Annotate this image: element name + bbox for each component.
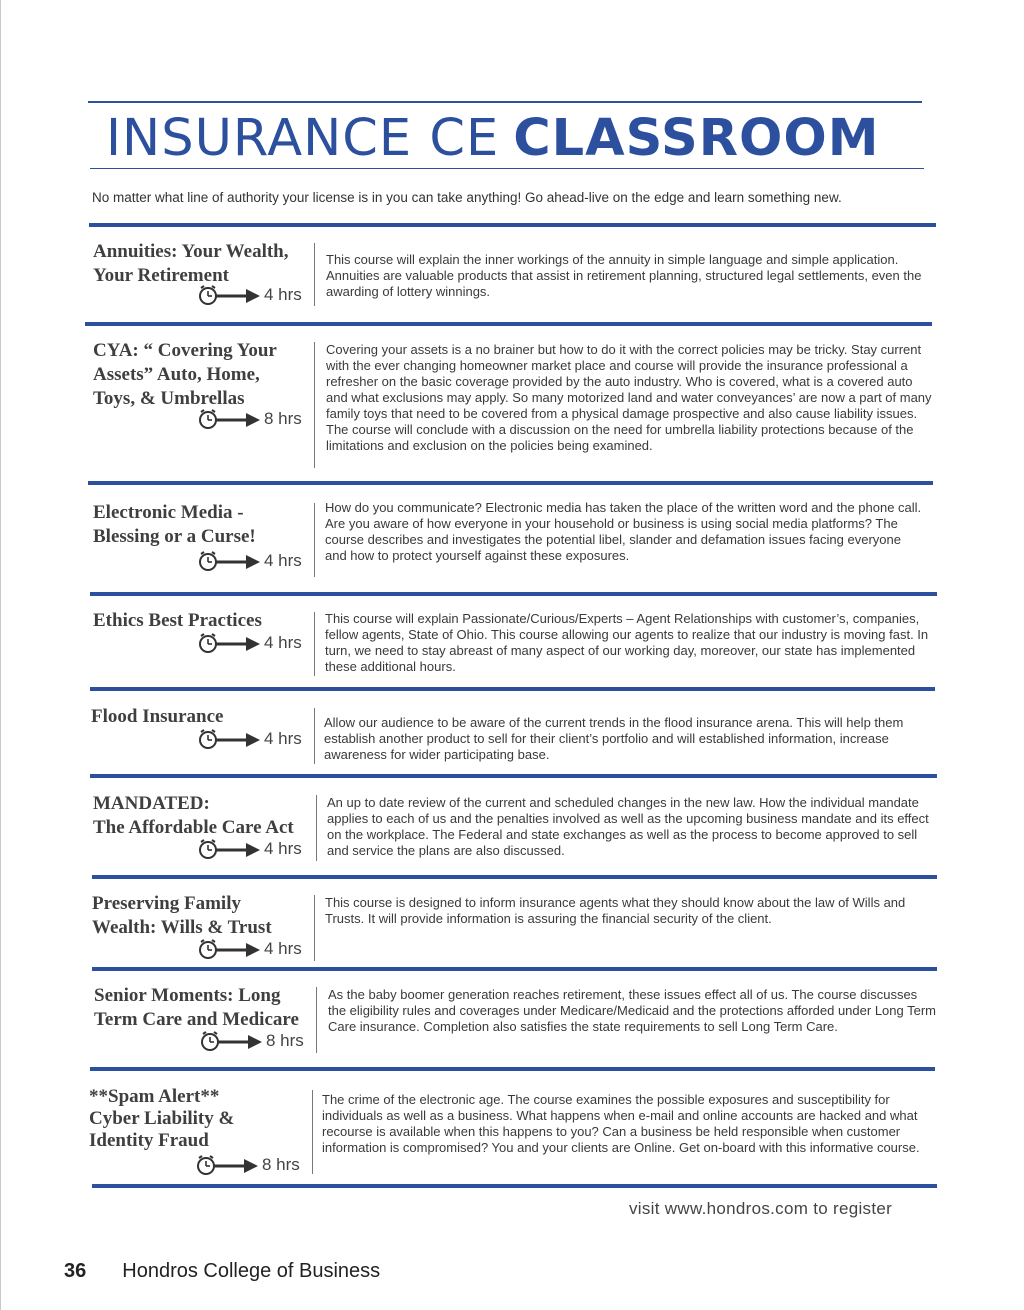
section-separator	[90, 592, 937, 596]
title-rule-bottom	[90, 168, 924, 169]
section-separator	[88, 481, 933, 485]
section-separator	[90, 1067, 935, 1071]
hours-label: 8 hrs	[262, 1155, 300, 1174]
alarm-clock-arrow-icon	[198, 632, 262, 654]
course-title: Annuities: Your Wealth, Your Retirement	[93, 241, 289, 286]
section-separator	[89, 223, 936, 227]
section-separator	[92, 1184, 937, 1188]
alarm-clock-arrow-icon	[198, 838, 262, 860]
course-title: Ethics Best Practices	[93, 610, 262, 631]
alarm-clock-arrow-icon	[198, 284, 262, 306]
course-title: CYA: “ Covering Your Assets” Auto, Home, Toys, & Umbrellas	[93, 340, 277, 409]
course-hours	[198, 938, 302, 960]
course-description: This course is designed to inform insurance agents what they should know about the law of Wills and Trusts. It will provide information is assuring the financial security of the client.	[325, 895, 906, 926]
course-title: MANDATED: The Affordable Care Act	[93, 793, 294, 838]
section-separator	[90, 774, 937, 778]
course-hours	[198, 838, 302, 860]
hours-label: 4 hrs	[264, 729, 302, 748]
publisher-name: Hondros College of Business	[122, 1260, 381, 1282]
hours-label: 4 hrs	[264, 633, 302, 652]
alarm-clock-arrow-icon	[200, 1030, 264, 1052]
hours-label: 4 hrs	[264, 939, 302, 958]
course-title: **Spam Alert** Cyber Liability & Identity Fraud	[89, 1086, 235, 1151]
section-separator	[92, 967, 937, 971]
alarm-clock-arrow-icon	[198, 408, 262, 430]
page-number: 36	[64, 1260, 87, 1282]
course-description: Allow our audience to be aware of the current trends in the flood insurance arena. This will help them establish another product to sell for their client’s portfolio and will established information, increase awareness for wider participating base.	[324, 715, 904, 762]
alarm-clock-arrow-icon	[198, 938, 262, 960]
column-divider	[314, 612, 315, 676]
course-title: Senior Moments: Long Term Care and Medicare	[94, 985, 299, 1030]
hours-label: 8 hrs	[264, 409, 302, 428]
course-description: The crime of the electronic age. The course examines the possible exposures and susceptibility for individuals as well as a business. What happens when e-mail and online accounts are hacked and what recourse is available when this happens to you? Can a business be held responsible when customer information is compromised? You and your clients are Online. Get on-board with this informative course.	[322, 1092, 920, 1155]
course-title: Electronic Media - Blessing or a Curse!	[93, 502, 256, 547]
title-bold: CLASSROOM	[513, 109, 880, 168]
section-separator	[92, 875, 937, 879]
section-separator	[90, 687, 935, 691]
course-description: Covering your assets is a no brainer but how to do it with the correct policies may be tricky. Stay current with the ever changing homeowner market place and course will provide the insurance professional a refresher on the basic coverage provided by the auto industry. Who is covered, what is a covered auto and what exclusions may apply. So many motorized land and water conveyances’ are now a part of many family toys that need to be covered from a physical damage prospective and also cause liability issues. The course will conclude with a discussion on the need for umbrella liability protections because of the limitations and exclusion on the policies being examined.	[326, 342, 932, 453]
course-description: As the baby boomer generation reaches retirement, these issues effect all of us. The course discusses the eligibility rules and coverages under Medicare/Medicaid and the protections afforded under Long Term Care insurance. Completion also satisfies the state requirements to sell Long Term Care.	[328, 987, 936, 1034]
register-link[interactable]: visit www.hondros.com to register	[629, 1199, 893, 1218]
course-title: Flood Insurance	[91, 706, 224, 727]
column-divider	[314, 243, 315, 306]
course-hours	[198, 408, 302, 430]
section-separator	[85, 322, 932, 326]
course-hours	[198, 284, 302, 306]
course-title: Preserving Family Wealth: Wills & Trust	[92, 893, 272, 938]
course-description: This course will explain the inner workings of the annuity in simple language and simple application. Annuities are valuable products that assist in retirement planning, structured legal settlements, even the awarding of lottery winnings.	[326, 252, 922, 299]
hours-label: 8 hrs	[266, 1031, 304, 1050]
page-footer	[64, 1260, 380, 1283]
title-light: INSURANCE CE	[106, 109, 500, 168]
intro-text: No matter what line of authority your license is in you can take anything! Go ahead-live on the edge and learn something new.	[92, 190, 842, 205]
column-divider	[316, 795, 317, 861]
title-rule-top	[88, 101, 922, 103]
page-title	[106, 108, 936, 170]
column-divider	[316, 987, 317, 1053]
course-hours	[198, 632, 302, 654]
column-divider	[314, 895, 315, 961]
course-hours	[200, 1030, 304, 1052]
course-description: This course will explain Passionate/Curious/Experts – Agent Relationships with customer’s, companies, fellow agents, State of Ohio. This course allowing our agents to realize that our industry is moving fast. In turn, we need to stay abreast of many aspect of our working day, moreover, our state has implemented these additional hours.	[325, 611, 929, 674]
page-edge	[0, 0, 1, 1310]
course-hours	[198, 728, 302, 750]
course-hours	[196, 1154, 300, 1176]
column-divider	[312, 1090, 313, 1174]
course-description: How do you communicate? Electronic media has taken the place of the written word and the phone call. Are you aware of how everyone in your household or business is using social media platforms? The course describes and investigates the potential libel, slander and defamation issues facing everyone and how to protect yourself against these exposures.	[325, 500, 922, 563]
column-divider	[314, 708, 315, 764]
alarm-clock-arrow-icon	[198, 728, 262, 750]
alarm-clock-arrow-icon	[198, 550, 262, 572]
course-hours	[198, 550, 302, 572]
hours-label: 4 hrs	[264, 551, 302, 570]
course-description: An up to date review of the current and scheduled changes in the new law. How the individual mandate applies to each of us and the penalties involved as well as the upcoming business mandate and its effect on the workplace. The Federal and state exchanges as well as the process to become approved to sell and service the plans are also discussed.	[327, 795, 929, 858]
hours-label: 4 hrs	[264, 839, 302, 858]
column-divider	[314, 342, 315, 468]
alarm-clock-arrow-icon	[196, 1154, 260, 1176]
hours-label: 4 hrs	[264, 285, 302, 304]
column-divider	[314, 503, 315, 577]
